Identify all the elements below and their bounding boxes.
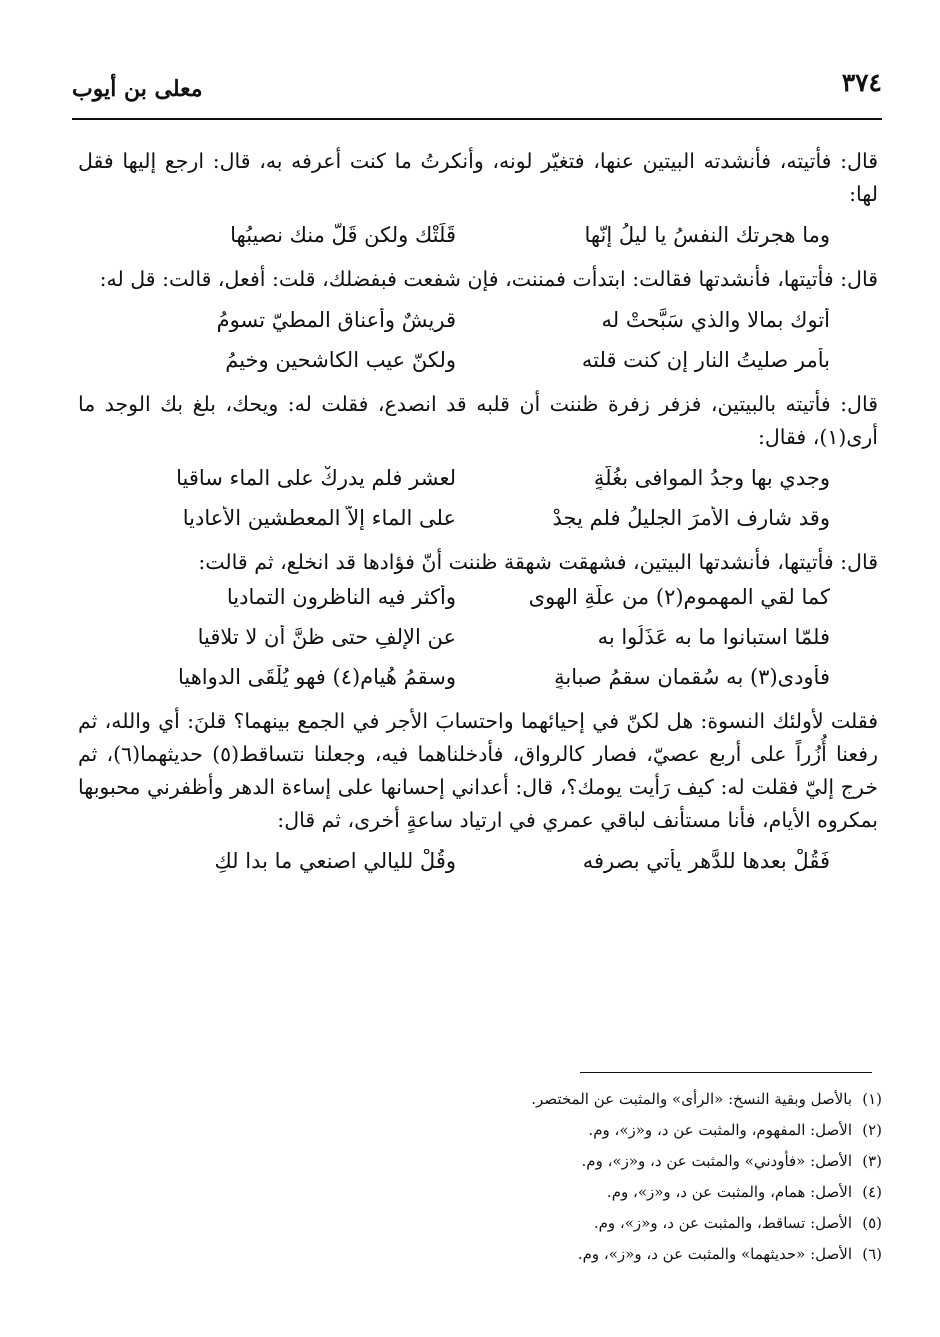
page-header xyxy=(72,68,882,108)
verse-first-hemistich: وقد شارف الأمرَ الجليلُ فلم يجدْ xyxy=(552,506,830,530)
verse-second-hemistich: قريشٌ وأعناق المطيّ تسومُ xyxy=(216,308,456,332)
verse-first-hemistich: وجدي بها وجدُ الموافى بغُلّةٍ xyxy=(593,466,830,490)
footnote-number: (١) xyxy=(862,1090,882,1108)
page-number: ٣٧٤ xyxy=(841,68,882,97)
verse-second-hemistich: عن الإلفِ حتى ظنَّ أن لا تلاقيا xyxy=(197,625,456,649)
footnote-text: الأصل: «فأودني» والمثبت عن د، و«ز»، وم. xyxy=(581,1152,852,1170)
paragraph: قال: فأتيتها، فأنشدتها فقالت: ابتدأت فمننت، فإن شفعت فبفضلك، قلت: أفعل، قالت: قل له: xyxy=(99,267,878,291)
footnote-number: (٥) xyxy=(862,1214,882,1232)
verse-line xyxy=(78,849,878,889)
footnote-text: الأصل: تساقط، والمثبت عن د، و«ز»، وم. xyxy=(593,1214,852,1232)
verse-line xyxy=(78,308,878,348)
footnote-text: الأصل: المفهوم، والمثبت عن د، و«ز»، وم. xyxy=(588,1121,852,1139)
verse-second-hemistich: وقُلْ لليالي اصنعي ما بدا لكِ xyxy=(214,849,456,873)
verse-line xyxy=(78,223,878,263)
header-rule xyxy=(72,118,882,120)
verse-second-hemistich: على الماء إلاّ المعطشين الأعاديا xyxy=(182,506,456,530)
footnote xyxy=(300,1177,882,1208)
verse-first-hemistich: فأودى(٣) به سُقمان سقمُ صبابةٍ xyxy=(554,665,830,689)
paragraph: قال: فأتيته بالبيتين، فزفر زفرة ظننت أن قلبه قد انصدع، فقلت له: ويحك، بلغ بك الوجد ما أرى(١)، فقال: xyxy=(78,392,878,449)
main-text xyxy=(78,145,878,889)
footnote-number: (٤) xyxy=(862,1183,882,1201)
running-title: معلى بن أيوب xyxy=(72,76,203,102)
footnote-text: الأصل: «حديثهما» والمثبت عن د، و«ز»، وم. xyxy=(577,1245,852,1263)
verse-line xyxy=(78,466,878,506)
footnote-rule xyxy=(580,1072,872,1073)
footnote xyxy=(300,1208,882,1239)
footnote xyxy=(300,1239,882,1270)
verse-second-hemistich: وأكثر فيه الناظرون التماديا xyxy=(226,585,456,609)
footnote xyxy=(300,1146,882,1177)
footnote-number: (٢) xyxy=(862,1121,882,1139)
verse-first-hemistich: كما لقي المهموم(٢) من علّةِ الهوى xyxy=(528,585,830,609)
verse-first-hemistich: أتوك بمالا والذي سَبَّحتْ له xyxy=(601,308,830,332)
footnote-number: (٣) xyxy=(862,1152,882,1170)
verse-first-hemistich: فلمّا استبانوا ما به عَذَلُوا به xyxy=(597,625,830,649)
verse-first-hemistich: بأمرٍ صليتُ النار إن كنت قلته xyxy=(581,348,830,372)
footnotes xyxy=(300,1084,882,1270)
verse-line xyxy=(78,585,878,625)
verse-second-hemistich: لعشرٍ فلم يدركْ على الماء ساقيا xyxy=(176,466,456,490)
footnote xyxy=(300,1115,882,1146)
verse-line xyxy=(78,506,878,546)
verse-first-hemistich: وما هجرتك النفسُ يا ليلُ إنّها xyxy=(584,223,830,247)
verse-line xyxy=(78,665,878,705)
verse-first-hemistich: فَقُلْ بعدها للدَّهرِ يأتي بصرفه xyxy=(582,849,830,873)
verse-line xyxy=(78,625,878,665)
paragraph: فقلت لأولئك النسوة: هل لكنّ في إحيائهما واحتسابَ الأجر في الجمع بينهما؟ قلنَ: أي والله، ثم رفعنا أُزُراً على أربع عصيّ، فصار كالرواق، فأدخلناهما فيه، وجعلنا نتساقط(٥) حديثهما(٦)، ثم خرج إليّ فقلت له: كيف رَأيت يومك؟، قال: أعداني إحسانها على إساءة الدهر وأظفرني محبوبها بمكروه الأيام، فأنا مستأنف لباقي عمري في ارتياد ساعةٍ أخرى، ثم قال: xyxy=(78,709,878,832)
verse-second-hemistich: ولكنّ عيب الكاشحين وخيمُ xyxy=(225,348,456,372)
footnote xyxy=(300,1084,882,1115)
paragraph: قال: فأتيتها، فأنشدتها البيتين، فشهقت شهقة ظننت أنّ فؤادها قد انخلع، ثم قالت: xyxy=(198,550,878,574)
verse-second-hemistich: قَلَتْك ولكن قَلَّ منك نصيبُها xyxy=(230,223,456,247)
paragraph: قال: فأتيته، فأنشدته البيتين عنها، فتغيّر لونه، وأنكرتُ ما كنت أعرفه به، قال: ارجع إليها فقل لها: xyxy=(78,149,878,206)
verse-line xyxy=(78,348,878,388)
footnote-text: بالأصل وبقية النسخ: «الرأى» والمثبت عن المختصر. xyxy=(531,1090,852,1108)
verse-second-hemistich: وسقمُ هُيام(٤) فهو يُلْقَى الدواهيا xyxy=(177,665,456,689)
footnote-number: (٦) xyxy=(862,1245,882,1263)
footnote-text: الأصل: همام، والمثبت عن د، و«ز»، وم. xyxy=(606,1183,852,1201)
